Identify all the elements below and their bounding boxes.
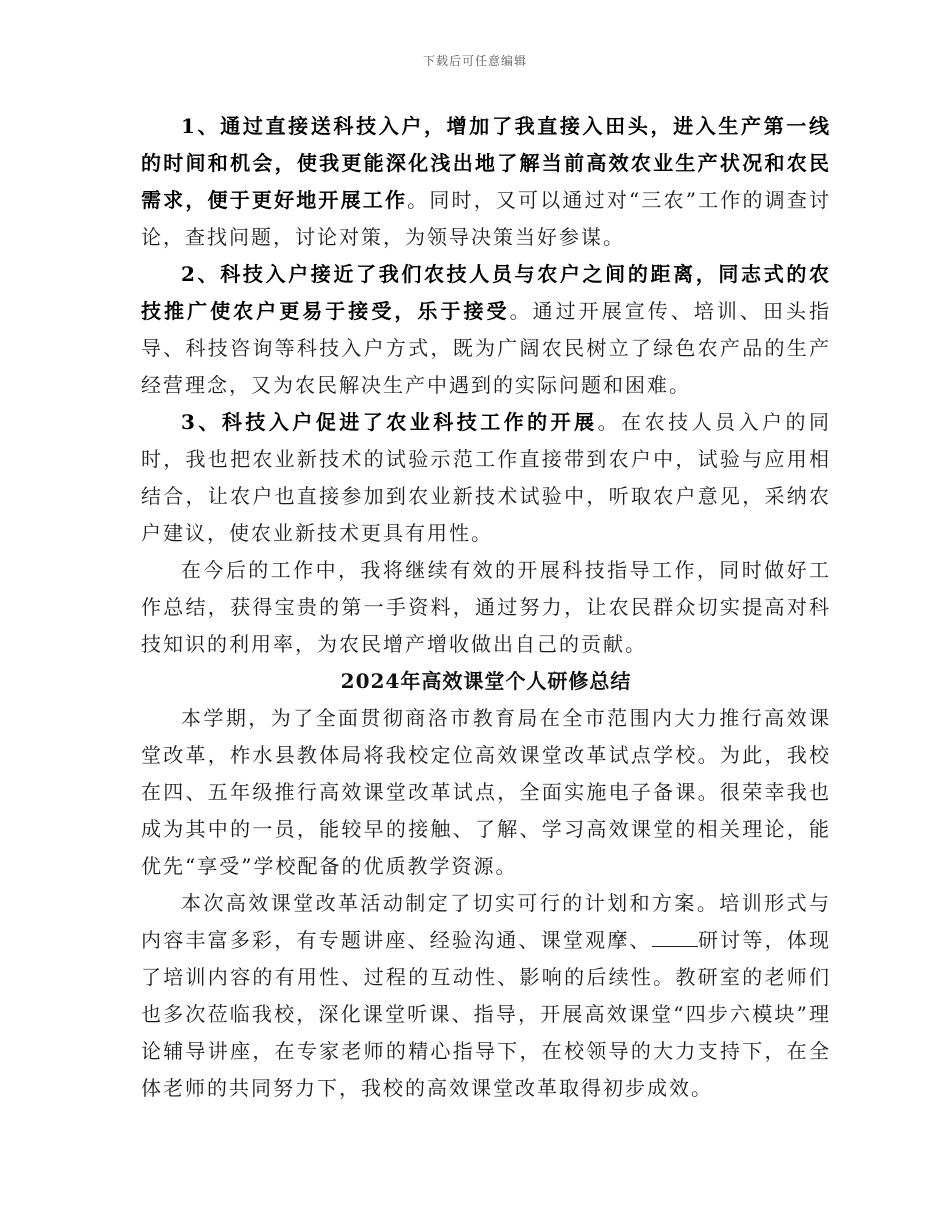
paragraph-5-text: 本学期，为了全面贯彻商洛市教育局在全市范围内大力推行高效课堂改革，柞水县教体局将我校定位高效课堂改革试点学校。为此，我校在四、五年级推行高效课堂改革试点，全面实施电子备课。很荣幸我也成为其中的一员，能较早的接触、了解、学习高效课堂的相关理论，能优先“享受”学校配备的优质教学资源。 <box>141 706 831 878</box>
paragraph-6-text-after: 研讨等，体现了培训内容的有用性、过程的互动性、影响的后续性。教研室的老师们也多次莅临我校，深化课堂听课、指导，开展高效课堂“四步六模块”理论辅导讲座，在专家老师的精心指导下，在校领导的大力支持下，在全体老师的共同努力下，我校的高效课堂改革取得初步成效。 <box>141 928 832 1100</box>
section-title: 2024年高效课堂个人研修总结 <box>340 669 632 693</box>
paragraph-4-text: 在今后的工作中，我将继续有效的开展科技指导工作，同时做好工作总结，获得宝贵的第一手资料，通过努力，让农民群众切实提高对科技知识的利用率，为农民增产增收做出自己的贡献。 <box>141 558 831 656</box>
paragraph-3-bold: 3、科技入户促进了农业科技工作的开展 <box>181 410 598 434</box>
paragraph-2-bold: 2、科技入户接近了我们农技人员与农户之间的距离，同志式的农技推广使农户更易于接受，乐于接受 <box>141 262 831 323</box>
paragraph-1-bold: 1、通过直接送科技入户，增加了我直接入田头，进入生产第一线的时间和机会，使我更能深化浅出地了解当前高效农业生产状况和农民需求，便于更好地开展工作 <box>141 114 831 212</box>
paragraph-6 <box>141 885 831 1107</box>
document-body <box>141 108 831 1107</box>
fill-in-blank <box>652 930 698 947</box>
paragraph-1 <box>141 108 831 256</box>
paragraph-4 <box>141 552 831 663</box>
paragraph-2-text: 。通过开展宣传、培训、田头指导、科技咨询等科技入户方式，既为广阔农民树立了绿色农产品的生产经营理念，又为农民解决生产中遇到的实际问题和困难。 <box>141 299 832 397</box>
paragraph-2 <box>141 256 831 404</box>
paragraph-5 <box>141 700 831 885</box>
paragraph-3-text: 。在农技人员入户的同时，我也把农业新技术的试验示范工作直接带到农户中，试验与应用相结合，让农户也直接参加到农业新技术试验中，听取农户意见，采纳农户建议，使农业新技术更具有用性。 <box>141 410 831 545</box>
paragraph-3 <box>141 404 831 552</box>
paragraph-1-text: 。同时，又可以通过对“三农”工作的调查讨论，查找问题，讨论对策，为领导决策当好参谋。 <box>141 188 832 249</box>
page-header-note: 下载后可任意编辑 <box>422 54 527 68</box>
paragraph-6-text-before: 本次高效课堂改革活动制定了切实可行的计划和方案。培训形式与内容丰富多彩，有专题讲座、经验沟通、课堂观摩、 <box>141 891 831 952</box>
